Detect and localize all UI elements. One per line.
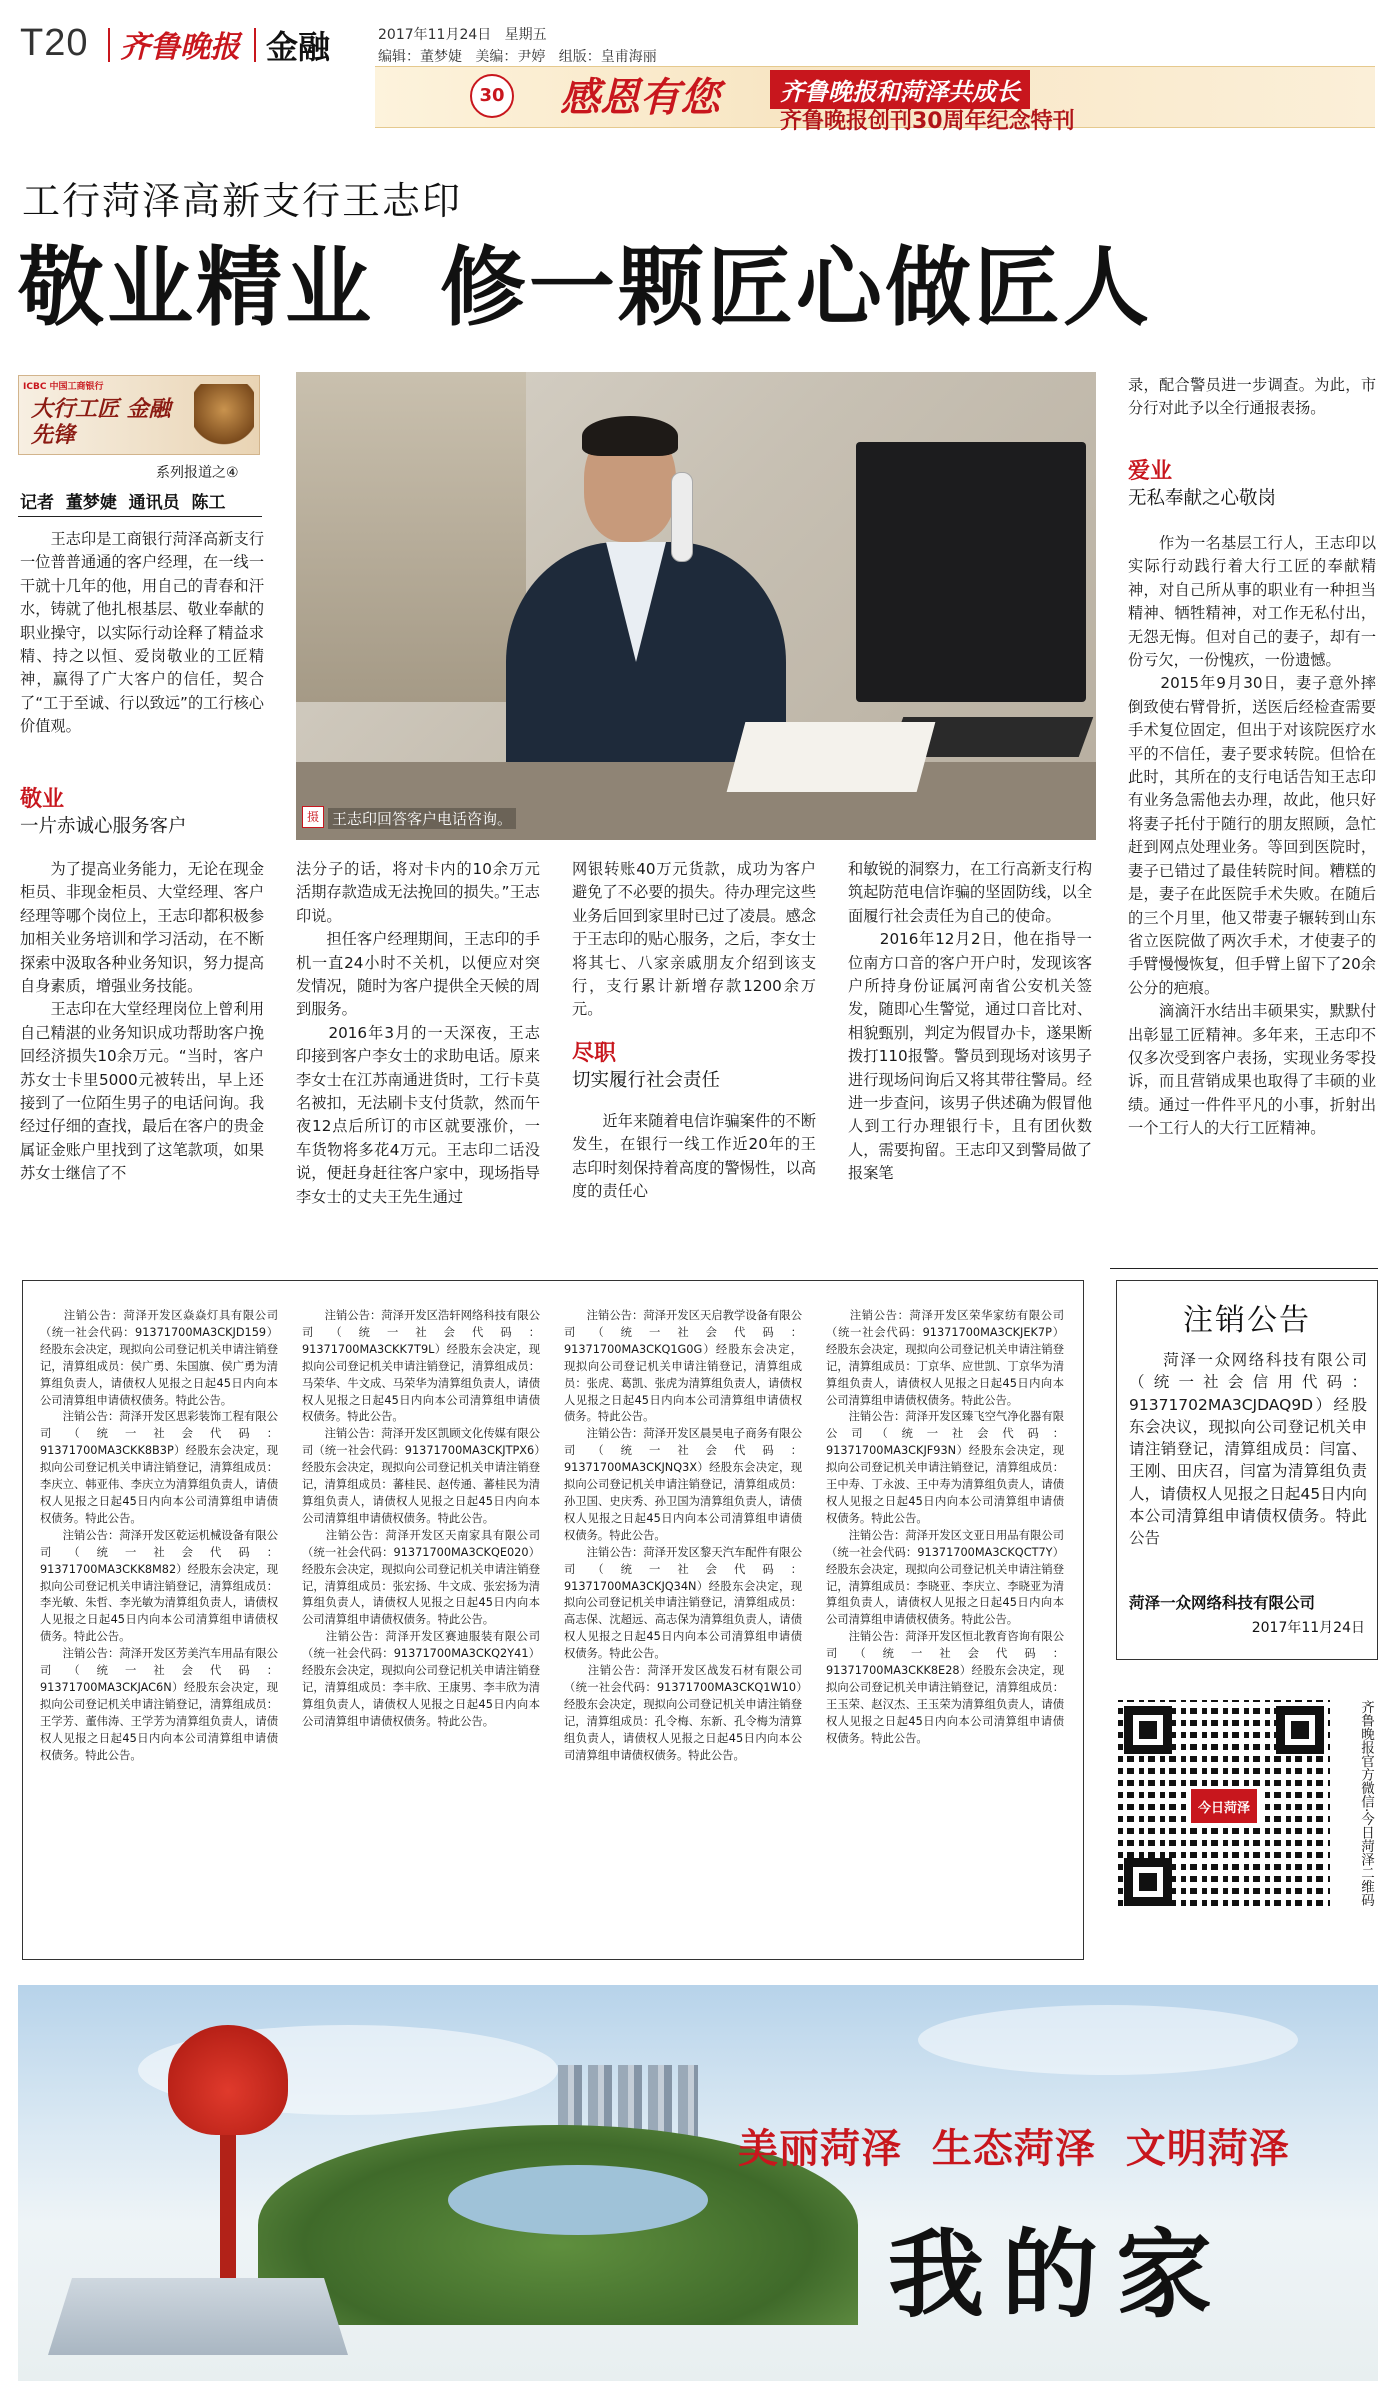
notice-column-1: 注销公告：菏泽开发区焱焱灯具有限公司（统一社会代码：91371700MA3CKJD159）经股东会决定，现拟向公司登记机关申请注销登记，清算组成员：侯广勇、朱国旗、侯广勇为清算组负责人，请债权人见报之日起45日内向本公司清算组申请债权债务。特此公告。 注销公告：菏泽开发区思彩装饰工程有限公司（统一社会代码：91371700MA3CKK8B3P）经股东会决定，现拟向公司登记机关申请注销登记，清算组成员：李庆立、韩亚伟、李庆立为清算组负责人，请债权人见报之日起45日内向本公司清算组申请债权债务。特此公告。 注销公告：菏泽开发区乾运机械设备有限公司（统一社会代码：91371700MA3CKK8M82）经股东会决定，现拟向公司登记机关申请注销登记，清算组成员：李光敏、朱哲、李光敏为清算组负责人，请债权人见报之日起45日内向本公司清算组申请债权债务。特此公告。 注销公告：菏泽开发区芳美汽车用品有限公司（统一社会代码：91371700MA3CKJAC6N）经股东会决定，现拟向公司登记机关申请注销登记，清算组成员：王学芳、董伟涛、王学芳为清算组负责人，请债权人见报之日起45日内向本公司清算组申请债权债务。特此公告。 xyxy=(40,1309,278,1762)
thanks-slogan: 感恩有您 xyxy=(560,74,720,121)
boxed-notice-body: 菏泽一众网络科技有限公司（统一社会信用代码：91371702MA3CJDAQ9D）经股东会决议，现拟向公司登记机关申请注销登记，清算组成员：闫富、王刚、田庆召，闫富为清算组负责人，请债权人见报之日起45日内向本公司清算组申请债权债务。特此公告 xyxy=(1129,1351,1367,1548)
notice-column-4: 注销公告：菏泽开发区荣华家纺有限公司（统一社会代码：91371700MA3CKJEK7P）经股东会决定，现拟向公司登记机关申请注销登记，清算组成员：丁京华、应世凯、丁京华为清算组负责人，请债权人见报之日起45日内向本公司清算组申请债权债务。特此公告。 注销公告：菏泽开发区臻飞空气净化器有限公司（统一社会代码：91371700MA3CKJF93N）经股东会决定，现拟向公司登记机关申请注销登记，清算组成员：王中寿、丁永波、王中寿为清算组负责人，请债权人见报之日起45日内向本公司清算组申请债权债务。特此公告。 注销公告：菏泽开发区文亚日用品有限公司（统一社会代码：91371700MA3CKQCT7Y）经股东会决定，现拟向公司登记机关申请注销登记，清算组成员：李晓亚、李庆立、李晓亚为清算组负责人，请债权人见报之日起45日内向本公司清算组申请债权债务。特此公告。 注销公告：菏泽开发区恒北教育咨询有限公司（统一社会代码：91371700MA3CKK8E28）经股东会决定，现拟向公司登记机关申请注销登记，清算组成员：王玉荣、赵汉杰、王玉荣为清算组负责人，请债权人见报之日起45日内向本公司清算组申请债权债务。特此公告。 xyxy=(826,1309,1064,1745)
article-column-5: 作为一名基层工行人，王志印以实际行动践行着大行工匠的奉献精神，对自己所从事的职业有一种担当精神、牺牲精神，对工作无私付出，无怨无悔。但对自己的妻子，却有一份亏欠，一份愧疚，一份遗憾。 2015年9月30日，妻子意外摔倒致使右臂骨折，送医后经检查需要手术复位固定，但出于对该院医疗水平的不信任，妻子要求转院。但恰在此时，其所在的支行电话告知王志印有业务急需他去办理，故此，他只好将妻子托付于随行的朋友照顾，急忙赶到网点处理业务。等回到医院时，妻子已错过了最佳转院时间。糟糕的是，妻子在此医院手术失败。在随后的三个月里，他又带妻子辗转到山东省立医院做了两次手术，才使妻子的手臂慢慢恢复，但手臂上留下了20余公分的疤痕。 滴滴汗水结出丰硕果实，默默付出彰显工匠精神。多年来，王志印不仅多次受到客户表扬，实现业务零投诉，而且营销成果也取得了丰硕的业绩。通过一件件平凡的小事，折射出一个工行人的大行工匠精神。 xyxy=(1128,534,1376,1138)
byline-rule xyxy=(18,516,262,517)
header-divider xyxy=(108,28,110,62)
boxed-notice xyxy=(1116,1280,1378,1660)
article-column-3-continued: 近年来随着电信诈骗案件的不断发生，在银行一线工作近20年的王志印时刻保持着高度的警惕性，以高度的责任心 xyxy=(572,1112,816,1201)
series-label: 系列报道之④ xyxy=(156,465,239,481)
qr-finder xyxy=(1276,1706,1324,1754)
series-logo-title: 大行工匠 金融先锋 xyxy=(31,396,171,448)
person-hair xyxy=(582,416,678,456)
article-column-3: 网银转账40万元货款，成功为客户避免了不必要的损失。待办理完这些业务后回到家里时已过了凌晨。感念于王志印的贴心服务，之后，李女士将其七、八家亲戚朋友介绍到该支行，支行累计新增存款1200余万元。 xyxy=(572,860,816,1019)
section-heading-3 xyxy=(1128,458,1276,512)
article-column-5-top: 录，配合警员进一步调查。为此，市分行对此予以全行通报表扬。 xyxy=(1128,376,1376,418)
section-subtitle: 切实履行社会责任 xyxy=(572,1070,721,1091)
article-column-4: 和敏锐的洞察力，在工行高新支行构筑起防范电信诈骗的坚固防线，以全面履行社会责任为自己的使命。 2016年12月2日，他在指导一位南方口音的客户开户时，发现该客户所持身份证属河南省公安机关签发，随即心生警觉，通过口音比对、相貌甄别，判定为假冒办卡，遂果断拨打110报警。警员到现场对该男子进行现场问询后又将其带往警局。经进一步查问，该男子供述确为假冒他人到工行办理银行卡，且有团伙数人，需要拘留。王志印又到警局做了报案笔 xyxy=(848,860,1092,1183)
page-number: T20 xyxy=(20,22,89,64)
city-banner xyxy=(18,1985,1378,2381)
article-headline: 敬业精业 修一颗匠心做匠人 xyxy=(18,238,1152,338)
series-logo xyxy=(18,375,260,455)
banner-big-text: 我的家 xyxy=(888,2218,1230,2331)
boxed-notice-title: 注销公告 xyxy=(1183,1303,1311,1338)
telephone xyxy=(671,472,693,562)
cloud xyxy=(918,2005,1298,2075)
section-subtitle: 无私奉献之心敬岗 xyxy=(1128,488,1277,509)
article-kicker: 工行菏泽高新支行王志印 xyxy=(22,179,463,223)
article-lead: 王志印是工商银行菏泽高新支行一位普普通通的客户经理，在一线一干就十几年的他，用自己的青春和汗水，铸就了他扎根基层、敬业奉献的职业操守，以实际行动诠释了精益求精、持之以恒、爱岗敬业的工匠精神，赢得了广大客户的信任，契合了“工于至诚、行以致远”的工行核心价值观。 xyxy=(20,530,264,736)
section-title: 敬业 xyxy=(20,787,65,812)
section-name: 金融 xyxy=(266,28,331,66)
masthead xyxy=(0,0,1395,140)
paper-name-logo: 齐鲁晚报 xyxy=(120,30,240,65)
sculpture-flower xyxy=(168,2025,288,2135)
article-column-1: 为了提高业务能力，无论在现金柜员、非现金柜员、大堂经理、客户经理等哪个岗位上，王志印都积极参加相关业务培训和学习活动，在不断探索中汲取各种业务知识，努力提高自身素质，增强业务技能。 王志印在大堂经理岗位上曾利用自己精湛的业务知识成功帮助客户挽回经济损失10余万元。“当时，客户苏女士卡里5000元被转出，早上还接到了一位陌生男子的电话问询。我经过仔细的查找，最后在客户的贵金属证金账户里找到了这笔款项，如果苏女士继信了不 xyxy=(20,860,264,1183)
computer-monitor xyxy=(856,442,1086,702)
partner-slogan: 齐鲁晚报和菏泽共成长 xyxy=(770,70,1030,109)
byline: 记者 董梦婕 通讯员 陈工 xyxy=(20,493,226,513)
article-photo xyxy=(296,372,1096,840)
notice-column-2: 注销公告：菏泽开发区浩轩网络科技有限公司（统一社会代码：91371700MA3CKK7T9L）经股东会决定，现拟向公司登记机关申请注销登记，清算组成员：马荣华、牛文成、马荣华为清算组负责人，请债权人见报之日起45日内向本公司清算组申请债权债务。特此公告。 注销公告：菏泽开发区凯顾文化传媒有限公司（统一社会代码：91371700MA3CKJTPX6）经股东会决定，现拟向公司登记机关申请注销登记，清算组成员：蕃桂民、赵传通、蕃桂民为清算组负责人，请债权人见报之日起45日内向本公司清算组申请债权债务。特此公告。 注销公告：菏泽开发区天南家具有限公司（统一社会代码：91371700MA3CKQE020）经股东会决定，现拟向公司登记机关申请注销登记，清算组成员：张宏扬、牛文成、张宏扬为清算组负责人，请债权人见报之日起45日内向本公司清算组申请债权债务。特此公告。 注销公告：菏泽开发区赛迪服装有限公司（统一社会代码：91371700MA3CKQ2Y41）经股东会决定，现拟向公司登记机关申请注销登记，清算组成员：李丰欣、王康男、李丰欣为清算组负责人，请债权人见报之日起45日内向本公司清算组申请债权债务。特此公告。 xyxy=(302,1309,540,1728)
article-bottom-rule xyxy=(1110,1268,1378,1269)
paper-document xyxy=(727,722,936,792)
lake xyxy=(448,2165,708,2235)
qr-finder xyxy=(1124,1858,1172,1906)
series-logo-art xyxy=(194,384,254,448)
section-title: 爱业 xyxy=(1128,459,1173,484)
section-heading-1 xyxy=(20,786,187,840)
photo-stamp: 摄 xyxy=(302,806,324,828)
banner-slogan: 美丽菏泽 生态菏泽 文明菏泽 xyxy=(738,2126,1290,2172)
office-shelf xyxy=(296,372,526,702)
icbc-logo: ICBC 中国工商银行 xyxy=(23,382,104,392)
qr-finder xyxy=(1124,1706,1172,1754)
anniversary-badge xyxy=(470,74,514,118)
editors-line: 编辑：董梦婕 美编：尹婷 组版：皇甫海丽 xyxy=(378,49,657,65)
boxed-notice-signer: 菏泽一众网络科技有限公司 xyxy=(1129,1594,1316,1612)
qr-caption: 齐鲁晚报官方微信·今日菏泽二维码 xyxy=(1358,1700,1374,1907)
photo-caption: 王志印回答客户电话咨询。 xyxy=(328,808,516,829)
qr-code[interactable] xyxy=(1118,1700,1330,1912)
notice-column-3: 注销公告：菏泽开发区天启教学设备有限公司（统一社会代码：91371700MA3CKQ1G0G）经股东会决定，现拟向公司登记机关申请注销登记，清算组成员：张虎、葛凯、张虎为清算组负责人，请债权人见报之日起45日内向本公司清算组申请债权债务。特此公告。 注销公告：菏泽开发区晨昊电子商务有限公司（统一社会代码：91371700MA3CKJNQ3X）经股东会决定，现拟向公司登记机关申请注销登记，清算组成员：孙卫国、史庆秀、孙卫国为清算组负责人，请债权人见报之日起45日内向本公司清算组申请债权债务。特此公告。 注销公告：菏泽开发区黎天汽车配件有限公司（统一社会代码：91371700MA3CKJQ34N）经股东会决定，现拟向公司登记机关申请注销登记，清算组成员：高志保、沈超远、高志保为清算组负责人，请债权人见报之日起45日内向本公司清算组申请债权债务。特此公告。 注销公告：菏泽开发区战发石材有限公司（统一社会代码：91371700MA3CKQ1W10）经股东会决定，现拟向公司登记机关申请注销登记，清算组成员：孔令梅、东新、孔令梅为清算组负责人，请债权人见报之日起45日内向本公司清算组申请债权债务。特此公告。 xyxy=(564,1309,802,1762)
boxed-notice-date: 2017年11月24日 xyxy=(1251,1620,1365,1636)
header-divider xyxy=(254,28,256,62)
section-heading-2 xyxy=(572,1040,720,1094)
qr-center-logo: 今日菏泽 xyxy=(1188,1786,1260,1826)
date-line: 2017年11月24日 星期五 xyxy=(378,27,547,43)
special-issue-label: 齐鲁晚报创刊30周年纪念特刊 xyxy=(780,109,1075,134)
article-column-2: 法分子的话，将对卡内的10余万元活期存款造成无法挽回的损失。”王志印说。 担任客户经理期间，王志印的手机一直24小时不关机，以便应对突发情况，随时为客户提供全天候的周到服务。 2016年3月的一天深夜，王志印接到客户李女士的求助电话。原来李女士在江苏南通进货时，工行卡莫名被扣，无法刷卡支付货款，然而午夜12点后所订的市区就要涨价，一车货物将多花4万元。王志印二话没说，便赶身赶往客户家中，现场指导李女士的丈夫王先生通过 xyxy=(296,860,540,1206)
section-subtitle: 一片赤诚心服务客户 xyxy=(20,816,187,837)
section-title: 尽职 xyxy=(572,1041,617,1066)
anniversary-number: 30 xyxy=(479,85,505,106)
